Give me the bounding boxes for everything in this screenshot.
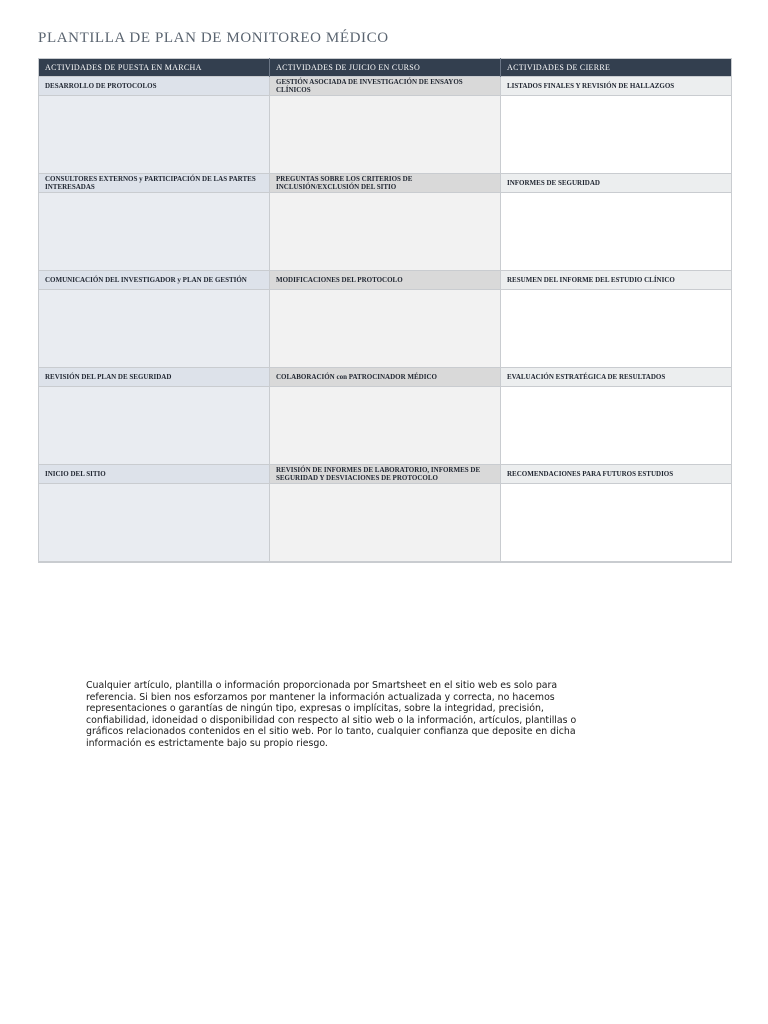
row-label-cell: COLABORACIÓN con PATROCINADOR MÉDICO bbox=[270, 368, 501, 387]
table-row-label bbox=[39, 77, 732, 96]
row-label-cell: REVISIÓN DEL PLAN DE SEGURIDAD bbox=[39, 368, 270, 387]
entry-cell[interactable] bbox=[270, 193, 501, 271]
table-row-label bbox=[39, 271, 732, 290]
entry-cell[interactable] bbox=[501, 484, 732, 563]
table-row-entry bbox=[39, 193, 732, 271]
header-startup-activities: ACTIVIDADES DE PUESTA EN MARCHA bbox=[39, 59, 270, 77]
table-row-entry bbox=[39, 290, 732, 368]
row-label-cell: REVISIÓN DE INFORMES DE LABORATORIO, INFORMES DE SEGURIDAD Y DESVIACIONES DE PROTOCOLO bbox=[270, 465, 501, 484]
header-ongoing-trial-activities: ACTIVIDADES DE JUICIO EN CURSO bbox=[270, 59, 501, 77]
row-label-cell: CONSULTORES EXTERNOS y PARTICIPACIÓN DE LAS PARTES INTERESADAS bbox=[39, 174, 270, 193]
row-label-cell: MODIFICACIONES DEL PROTOCOLO bbox=[270, 271, 501, 290]
entry-cell[interactable] bbox=[39, 193, 270, 271]
entry-cell[interactable] bbox=[270, 484, 501, 563]
entry-cell[interactable] bbox=[39, 387, 270, 465]
row-label-cell: RESUMEN DEL INFORME DEL ESTUDIO CLÍNICO bbox=[501, 271, 732, 290]
entry-cell[interactable] bbox=[501, 193, 732, 271]
entry-cell[interactable] bbox=[39, 290, 270, 368]
disclaimer-text: Cualquier artículo, plantilla o información proporcionada por Smartsheet en el sitio web es solo para referencia. Si bien nos esforzamos por mantener la información actualizada y correcta, no hacemos representaciones o garantías de ningún tipo, expresas o implícitas, sobre la integridad, precisión, confiabilidad, idoneidad o disponibilidad con respecto al sitio web o la información, artículos, plantillas o gráficos relacionados contenidos en el sitio web. Por lo tanto, cualquier confianza que deposite en dicha información es estrictamente bajo su propio riesgo. bbox=[86, 680, 577, 749]
monitoring-plan-table bbox=[38, 58, 732, 563]
table-row-label bbox=[39, 174, 732, 193]
row-label-cell: LISTADOS FINALES Y REVISIÓN DE HALLAZGOS bbox=[501, 77, 732, 96]
entry-cell[interactable] bbox=[501, 290, 732, 368]
entry-cell[interactable] bbox=[39, 96, 270, 174]
row-label-cell: INFORMES DE SEGURIDAD bbox=[501, 174, 732, 193]
table-row-entry bbox=[39, 96, 732, 174]
entry-cell[interactable] bbox=[270, 96, 501, 174]
entry-cell[interactable] bbox=[501, 96, 732, 174]
table-row-label bbox=[39, 368, 732, 387]
entry-cell[interactable] bbox=[39, 484, 270, 563]
row-label-cell: DESARROLLO DE PROTOCOLOS bbox=[39, 77, 270, 96]
table-row-entry bbox=[39, 484, 732, 563]
row-label-cell: INICIO DEL SITIO bbox=[39, 465, 270, 484]
header-closing-activities: ACTIVIDADES DE CIERRE bbox=[501, 59, 732, 77]
row-label-cell: COMUNICACIÓN DEL INVESTIGADOR y PLAN DE GESTIÓN bbox=[39, 271, 270, 290]
row-label-cell: RECOMENDACIONES PARA FUTUROS ESTUDIOS bbox=[501, 465, 732, 484]
entry-cell[interactable] bbox=[270, 387, 501, 465]
table-header-row bbox=[39, 59, 732, 77]
row-label-cell: GESTIÓN ASOCIADA DE INVESTIGACIÓN DE ENSAYOS CLÍNICOS bbox=[270, 77, 501, 96]
page-title: PLANTILLA DE PLAN DE MONITOREO MÉDICO bbox=[38, 30, 389, 46]
row-label-cell: EVALUACIÓN ESTRATÉGICA DE RESULTADOS bbox=[501, 368, 732, 387]
table-row-label bbox=[39, 465, 732, 484]
entry-cell[interactable] bbox=[501, 387, 732, 465]
row-label-cell: PREGUNTAS SOBRE LOS CRITERIOS DE INCLUSIÓN/EXCLUSIÓN DEL SITIO bbox=[270, 174, 501, 193]
entry-cell[interactable] bbox=[270, 290, 501, 368]
table-row-entry bbox=[39, 387, 732, 465]
